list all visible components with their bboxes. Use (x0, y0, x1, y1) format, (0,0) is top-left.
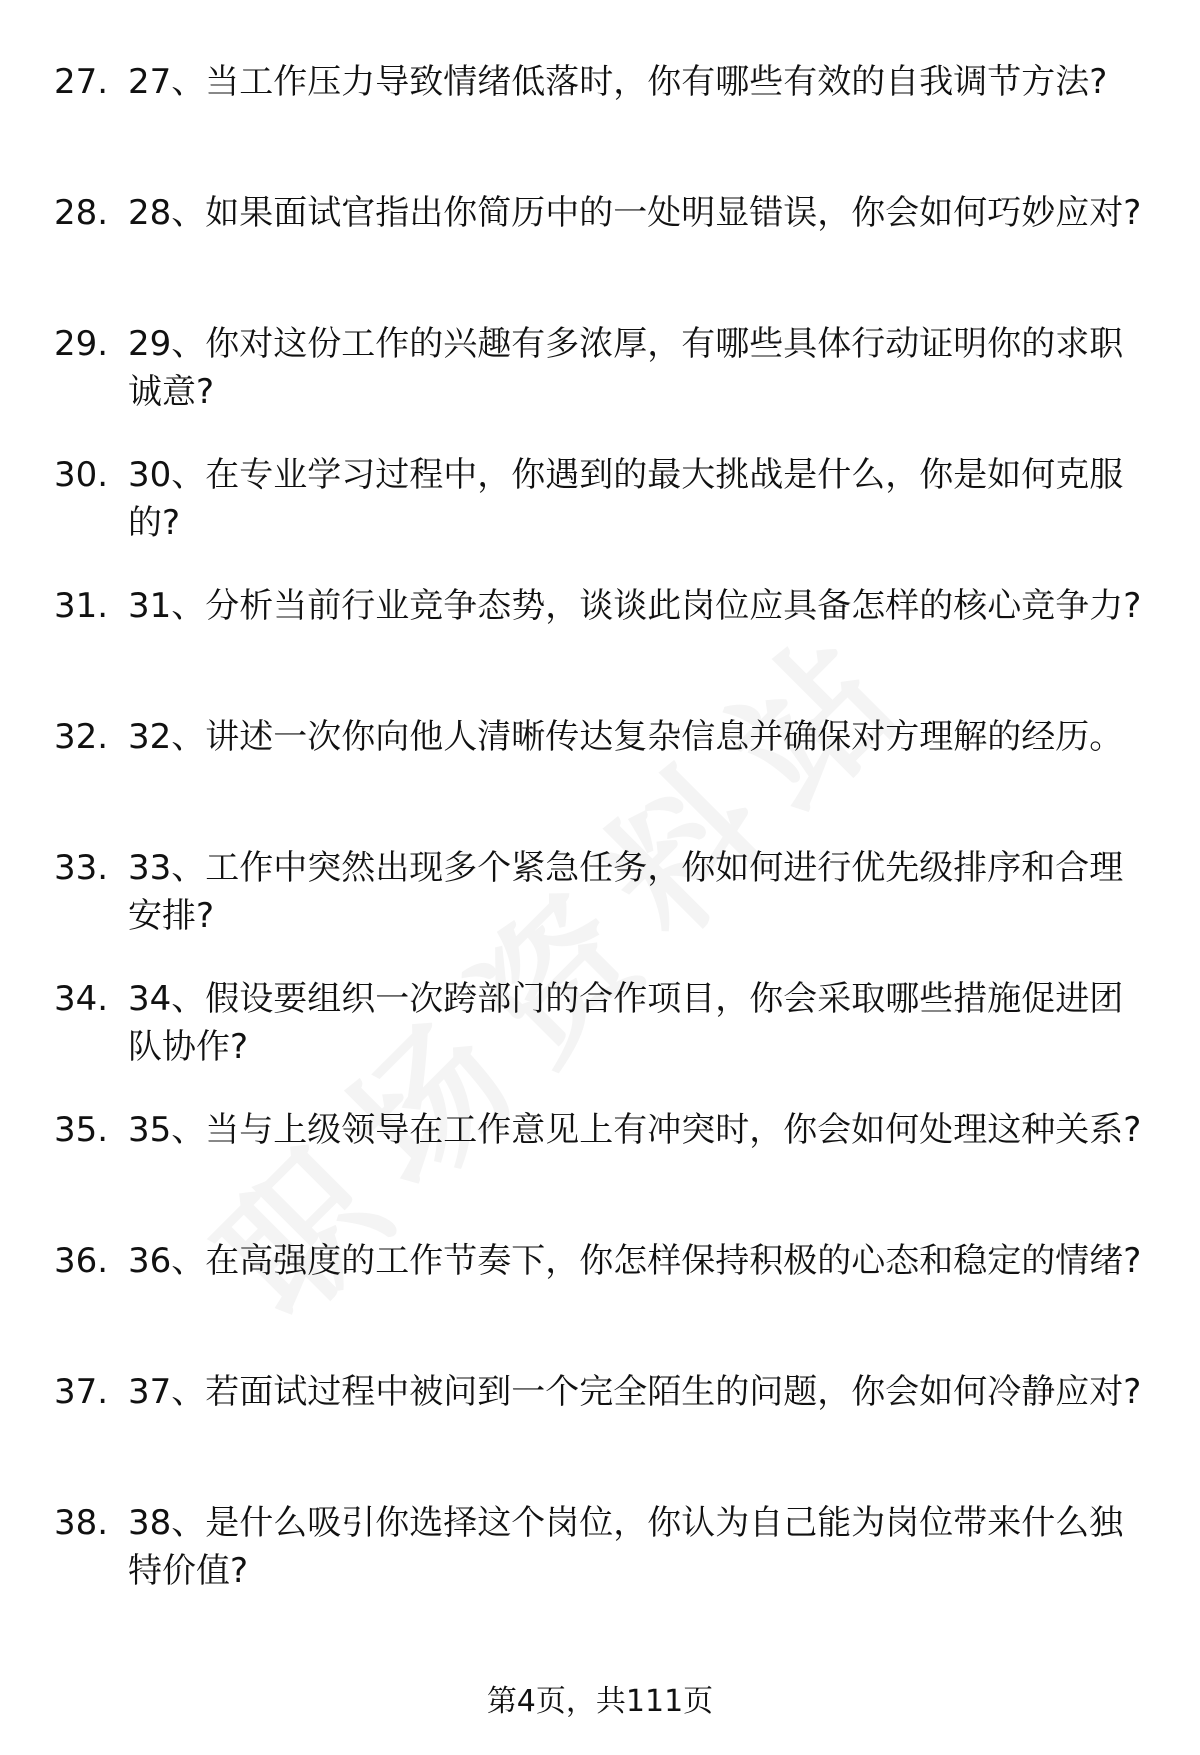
question-item (0, 58, 1200, 189)
question-text: 28、如果面试官指出你简历中的一处明显错误，你会如何巧妙应对? (128, 193, 1142, 233)
question-text: 35、当与上级领导在工作意见上有冲突时，你会如何处理这种关系? (128, 1110, 1142, 1150)
question-number: 36. (54, 1241, 109, 1281)
question-number: 27. (54, 62, 109, 102)
question-number: 33. (54, 848, 109, 888)
question-number: 37. (54, 1372, 109, 1412)
question-number: 31. (54, 586, 109, 626)
question-item (0, 189, 1200, 320)
question-text: 27、当工作压力导致情绪低落时，你有哪些有效的自我调节方法? (128, 62, 1108, 102)
question-item (0, 1237, 1200, 1368)
page-footer: 第4页，共111页 (486, 1684, 714, 1719)
question-number: 30. (54, 455, 109, 495)
question-item (0, 1368, 1200, 1499)
question-item (0, 582, 1200, 713)
question-text: 31、分析当前行业竞争态势，谈谈此岗位应具备怎样的核心竞争力? (128, 586, 1142, 626)
question-number: 28. (54, 193, 109, 233)
question-item (0, 1106, 1200, 1237)
question-number: 35. (54, 1110, 109, 1150)
question-text: 38、是什么吸引你选择这个岗位，你认为自己能为岗位带来什么独特价值? (128, 1503, 1124, 1591)
question-number: 38. (54, 1503, 109, 1543)
question-text: 29、你对这份工作的兴趣有多浓厚，有哪些具体行动证明你的求职诚意? (128, 324, 1124, 412)
question-item (0, 1499, 1200, 1630)
question-text: 34、假设要组织一次跨部门的合作项目，你会采取哪些措施促进团队协作? (128, 979, 1124, 1067)
question-text: 30、在专业学习过程中，你遇到的最大挑战是什么，你是如何克服的? (128, 455, 1124, 543)
question-item (0, 975, 1200, 1106)
question-text: 36、在高强度的工作节奏下，你怎样保持积极的心态和稳定的情绪? (128, 1241, 1142, 1281)
question-number: 32. (54, 717, 109, 757)
question-item (0, 713, 1200, 844)
question-item (0, 844, 1200, 975)
question-text: 32、讲述一次你向他人清晰传达复杂信息并确保对方理解的经历。 (128, 717, 1124, 757)
question-item (0, 320, 1200, 451)
question-text: 33、工作中突然出现多个紧急任务，你如何进行优先级排序和合理安排? (128, 848, 1124, 936)
question-list (0, 58, 1200, 1630)
question-number: 29. (54, 324, 109, 364)
question-item (0, 451, 1200, 582)
question-number: 34. (54, 979, 109, 1019)
question-text: 37、若面试过程中被问到一个完全陌生的问题，你会如何冷静应对? (128, 1372, 1142, 1412)
